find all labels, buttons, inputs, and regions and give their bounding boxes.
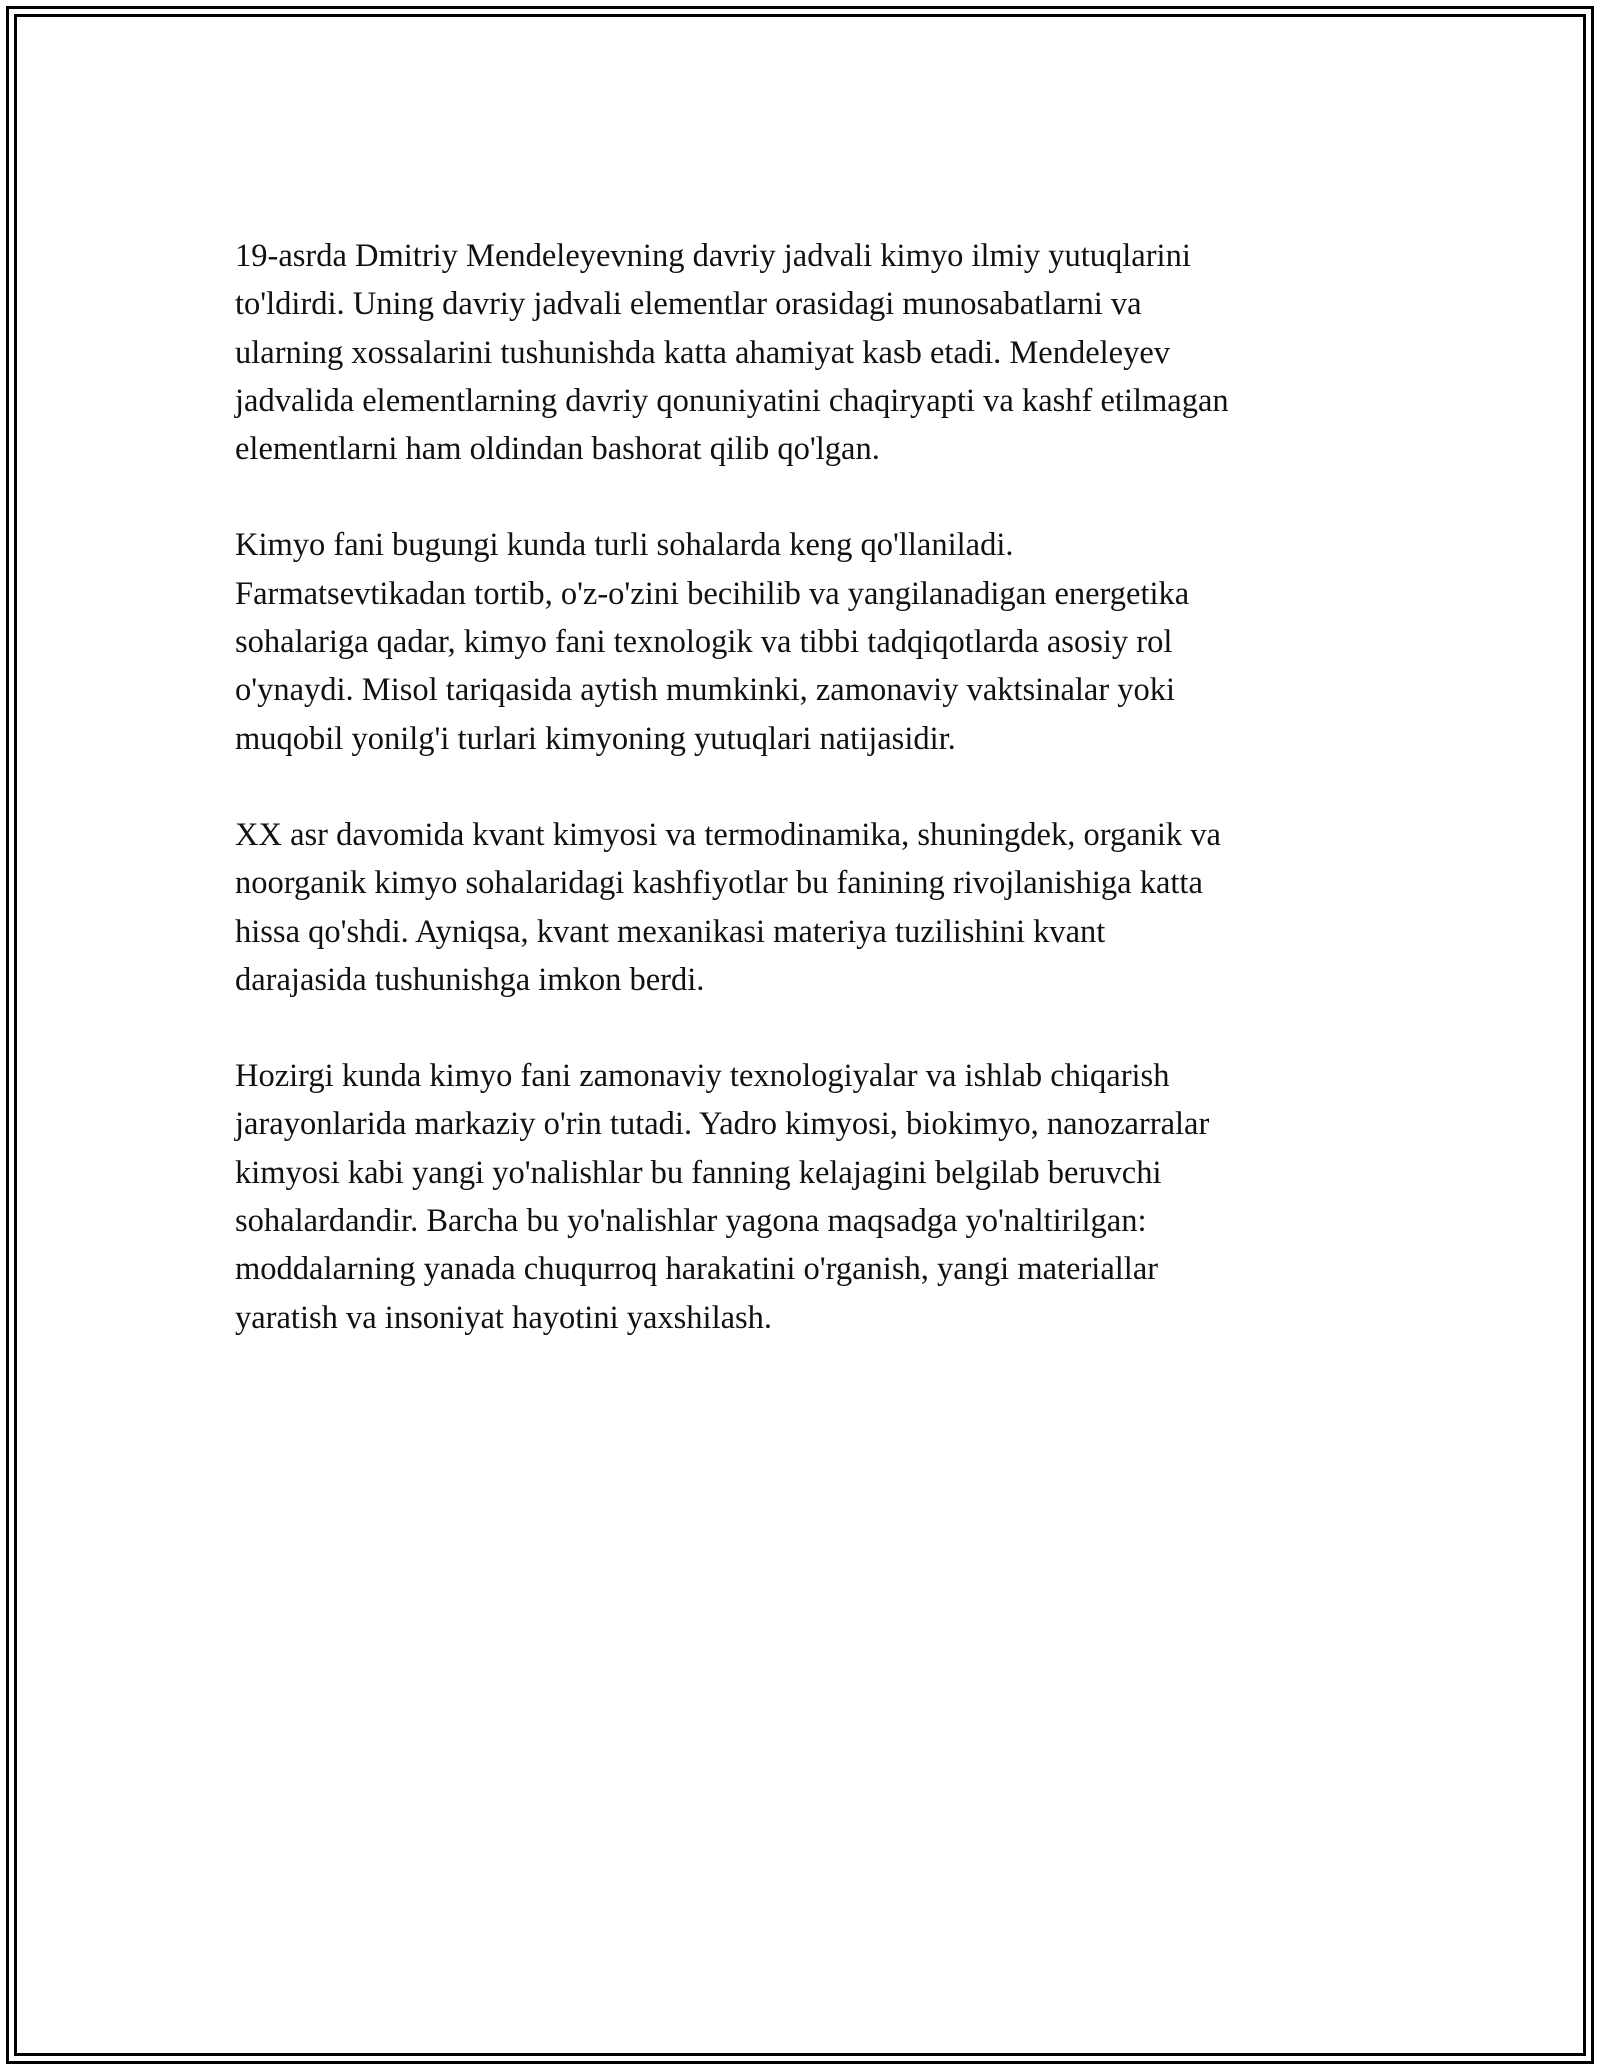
paragraph-2: Kimyo fani bugungi kunda turli sohalarda keng qo'llaniladi. Farmatsevtikadan tortib, o'z-o'zini becihilib va yangilanadigan energetika sohalariga qadar, kimyo fani texnologik va tibbi tadqiqotlarda asosiy rol o'ynaydi. Misol tariqasida aytish mumkinki, zamonaviy vaktsinalar yoki muqobil yonilg'i turlari kimyoning yutuqlari natijasidir.	[235, 527, 1190, 757]
document-body	[235, 232, 1375, 1390]
paragraph-1: 19-asrda Dmitriy Mendeleyevning davriy jadvali kimyo ilmiy yutuqlarini to'ldirdi. Uning davriy jadvali elementlar orasidagi munosabatlarni va ularning xossalarini tushunishda katta ahamiyat kasb etadi. Mendeleyev jadvalida elementlarning davriy qonuniyatini chaqiryapti va kashf etilmagan elementlarni ham oldindan bashorat qilib qo'lgan.	[235, 238, 1229, 468]
paragraph-4: Hozirgi kunda kimyo fani zamonaviy texnologiyalar va ishlab chiqarish jarayonlarida markaziy o'rin tutadi. Yadro kimyosi, biokimyo, nanozarralar kimyosi kabi yangi yo'nalishlar bu fanning kelajagini belgilab beruvchi sohalardandir. Barcha bu yo'nalishlar yagona maqsadga yo'naltirilgan: moddalarning yanada chuqurroq harakatini o'rganish, yangi materiallar yaratish va insoniyat hayotini yaxshilash.	[235, 1058, 1210, 1336]
paragraph-3: XX asr davomida kvant kimyosi va termodinamika, shuningdek, organik va noorganik kimyo sohalaridagi kashfiyotlar bu fanining rivojlanishiga katta hissa qo'shdi. Ayniqsa, kvant mexanikasi materiya tuzilishini kvant darajasida tushunishga imkon berdi.	[235, 816, 1221, 998]
